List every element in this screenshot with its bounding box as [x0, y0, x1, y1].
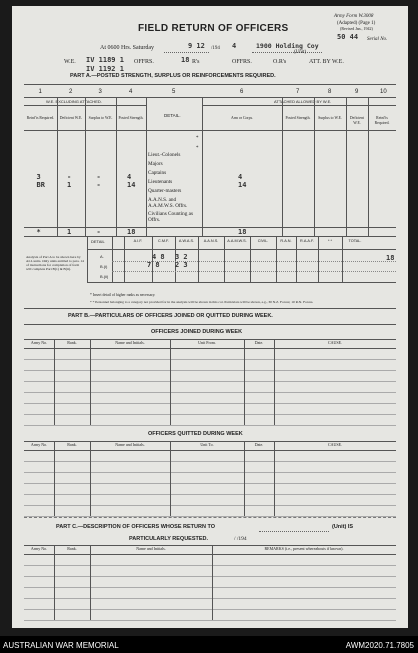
analysis-vline	[112, 236, 113, 282]
table-vline	[54, 545, 55, 620]
part-a-total: -	[96, 228, 101, 236]
column-number: 9	[355, 89, 359, 95]
table-row-rule	[24, 472, 396, 473]
analysis-col-header: C.M.F.	[158, 239, 169, 243]
analysis-vline	[342, 236, 343, 282]
table-row-rule	[24, 598, 396, 599]
total-value: 18	[386, 254, 395, 262]
analysis-note-1: * Insert detail of higher ranks as necessary.	[90, 293, 156, 297]
part-a-header: Reinf'ts Required.	[26, 116, 55, 120]
table-vline	[90, 339, 91, 425]
at-label: At 0600 Hrs. Saturday	[100, 45, 154, 51]
analysis-col-header: CIVIL.	[257, 239, 269, 243]
part-a-vline	[85, 97, 86, 236]
part-a-value: -	[67, 173, 72, 181]
rank-label: Lieutenants	[148, 179, 173, 185]
analysis-vline	[318, 236, 319, 282]
part-a-vline	[368, 97, 369, 236]
table-col-header: Date.	[254, 442, 264, 447]
part-a-vline	[346, 97, 347, 236]
detail-label: DETAIL.	[164, 113, 181, 118]
table-row-rule	[24, 494, 396, 495]
table-rule	[24, 450, 396, 451]
part-a-header: Deficient W.E.	[59, 116, 83, 120]
table-col-header: Unit To.	[200, 442, 214, 447]
part-a-total: *	[36, 228, 41, 236]
table-col-header: Name and Initials.	[136, 546, 166, 551]
we-line1: IV 1189 1	[86, 56, 124, 64]
analysis-row-label: A.	[100, 254, 104, 259]
year-digit: 4	[232, 42, 237, 50]
analysis-col-header: A.A.M.W.S.	[227, 239, 247, 243]
part-a-vline	[57, 97, 58, 236]
part-a-header: Surplus to W.E.	[318, 116, 342, 120]
part-b-title-rule	[24, 324, 396, 325]
footer-left: AUSTRALIAN WAR MEMORIAL	[3, 641, 119, 650]
cmf-value-1: 3 2	[175, 253, 188, 261]
analysis-col-header: TOTAL.	[348, 239, 362, 243]
column-number: 7	[296, 89, 300, 95]
analysis-vline	[87, 236, 88, 282]
column-number: 3	[98, 89, 102, 95]
ors-label: R's	[192, 59, 200, 65]
analysis-note: Analysis of Part A to be shown here by ALL units. Only units entitled to para. 14 of instructions for completion of form will complete Part B(1) & B(ii).	[26, 255, 84, 272]
part-a-value: 3	[36, 173, 41, 181]
part-a-title: PART A.—POSTED STRENGTH, SURPLUS OR REINFORCEMENTS REQUIRED.	[70, 73, 276, 79]
table-vline	[170, 441, 171, 516]
part-a-value: 14	[127, 181, 136, 189]
asterisk-mark: *	[196, 136, 199, 141]
part-b-title: PART B.—PARTICULARS OF OFFICERS JOINED OR QUITTED DURING WEEK.	[68, 313, 273, 319]
form-id: Army Form W.3008	[334, 14, 374, 19]
serial-value: 50 44	[337, 33, 359, 41]
part-a-value: 14	[238, 181, 247, 189]
analysis-col-header: A.I.F.	[133, 239, 143, 243]
part-c-title: PART C.—DESCRIPTION OF OFFICERS WHOSE RETURN TO	[56, 524, 215, 530]
analysis-header-rule	[87, 249, 396, 250]
part-c-line2: PARTICULARLY REQUESTED.	[129, 536, 209, 542]
rank-label: Lieut.-Colonels	[148, 152, 181, 158]
column-number: 2	[69, 89, 73, 95]
rank-label: Civilians Counting as Offrs.	[148, 211, 193, 223]
part-a-header-rule	[24, 130, 396, 131]
table-vline	[90, 545, 91, 620]
table-row-rule	[24, 587, 396, 588]
group-right-rule	[202, 105, 396, 106]
analysis-col-header: R.A.A.F.	[300, 239, 314, 243]
year-prefix: /194	[211, 46, 220, 51]
table-col-header: CAUSE.	[327, 340, 343, 345]
form-adapted: (Adapted) (Page 1)	[337, 21, 376, 26]
table-col-header: Date.	[254, 340, 264, 345]
analysis-note-2: * * Personnel belonging to a category not provided for in the analysis will be shown in this col. Particulars will be shown, e.g., 30 N.Z. Forces; 10 R.N. Forces.	[90, 300, 314, 304]
analysis-bottom-rule	[87, 282, 396, 283]
part-a-vline	[202, 97, 203, 236]
group-right-label: ATTACHED ALLOWED BY W.E.	[274, 99, 332, 104]
part-a-value: 4	[238, 173, 243, 181]
ors2-label: O.R's	[273, 59, 287, 65]
table-row-rule	[24, 505, 396, 506]
part-a-header: Reinf'ts Required.	[374, 116, 390, 125]
table-row-rule	[24, 576, 396, 577]
analysis-vline	[224, 236, 225, 282]
part-a-value: BR	[36, 181, 45, 189]
column-number: 5	[172, 89, 176, 95]
part-a-colnum-rule	[24, 97, 396, 98]
rank-label: Majors	[148, 161, 163, 167]
part-c-date: / /194	[234, 536, 247, 542]
att-label: ATT. BY W.E.	[309, 59, 344, 65]
offrs2-label: OFFRS.	[232, 59, 252, 65]
part-c-unit-label: (Unit) IS	[332, 524, 354, 530]
ors-value: 18	[181, 56, 190, 64]
we-label: W.E.	[64, 59, 76, 65]
part-c-top-rule	[24, 517, 396, 518]
cmf-value-2: 2 3	[175, 261, 188, 269]
part-a-vline	[282, 97, 283, 236]
table-row-rule	[24, 425, 396, 426]
table-row-rule	[24, 392, 396, 393]
rank-label: A.A.N.S. and A.A.M.W.S. Offrs.	[148, 197, 188, 209]
table-vline	[170, 339, 171, 425]
analysis-vline	[198, 236, 199, 282]
column-number: 10	[380, 89, 387, 95]
part-c-unit-line	[259, 531, 329, 532]
footer-bar	[0, 636, 418, 653]
table-col-header: Rank.	[67, 340, 77, 345]
part-a-total: 18	[238, 228, 247, 236]
part-a-top-rule	[24, 84, 396, 85]
part-a-vline	[116, 97, 117, 236]
part-a-header: Posted Strength.	[118, 116, 144, 120]
we-line2: IV 1192 1	[86, 65, 124, 73]
part-a-value: -	[96, 173, 101, 181]
group-left-label: W.E. EXCLUDING ATTACHED.	[46, 99, 102, 104]
table-vline	[54, 441, 55, 516]
table-col-header: Army No.	[30, 442, 48, 447]
part-a-total-bottom	[24, 236, 396, 237]
table-col-header: Army No.	[30, 340, 48, 345]
table-vline	[244, 339, 245, 425]
part-a-header: Arm or Corps.	[230, 116, 254, 120]
table-vline	[244, 441, 245, 516]
table-row-rule	[24, 609, 396, 610]
form-sheet	[12, 6, 408, 628]
table-rule	[24, 554, 396, 555]
joined-title: OFFICERS JOINED DURING WEEK	[151, 329, 243, 335]
table-col-header: Rank.	[67, 546, 77, 551]
part-a-vline	[314, 97, 315, 236]
aif-value-2: 7 8	[147, 261, 160, 269]
table-col-header: Rank.	[67, 442, 77, 447]
unit-line	[252, 52, 322, 53]
table-vline	[274, 339, 275, 425]
analysis-row-rule	[112, 271, 396, 272]
column-number: 6	[240, 89, 244, 95]
rank-label: Quarter-masters	[148, 188, 182, 194]
aif-value-1: 4 8	[152, 253, 165, 261]
part-a-value: 1	[67, 181, 72, 189]
table-row-rule	[24, 483, 396, 484]
table-vline	[54, 339, 55, 425]
part-a-total-top	[24, 227, 396, 228]
part-b-top-rule	[24, 308, 396, 309]
table-vline	[274, 441, 275, 516]
part-a-header: Deficient W.E.	[349, 116, 365, 125]
analysis-row-label: B.(ii)	[100, 274, 109, 279]
part-a-total: 1	[67, 228, 72, 236]
analysis-vline	[250, 236, 251, 282]
table-row-rule	[24, 359, 396, 360]
analysis-col-header: * *	[327, 239, 332, 243]
column-number: 1	[38, 89, 42, 95]
at-date-value: 9 12	[188, 42, 205, 50]
table-col-header: CAUSE.	[327, 442, 343, 447]
table-col-header: Army No.	[30, 546, 48, 551]
part-a-vline	[146, 97, 147, 236]
table-col-header: Unit From.	[198, 340, 216, 345]
part-a-value: -	[96, 181, 101, 189]
rank-label: Captains	[148, 170, 167, 176]
table-row-rule	[24, 414, 396, 415]
at-date-line	[164, 52, 209, 53]
part-a-header: Surplus to W.E.	[88, 116, 113, 120]
table-col-header: Name and Initials.	[115, 340, 145, 345]
table-row-rule	[24, 461, 396, 462]
unit-label: (Unit)	[294, 50, 307, 55]
table-col-header: REMARKS (i.e., present whereabouts if known).	[264, 546, 344, 551]
column-number: 4	[129, 89, 133, 95]
analysis-col-header: A.W.A.S.	[178, 239, 195, 243]
analysis-col-header: A.A.N.S.	[203, 239, 219, 243]
analysis-detail-label: DETAIL	[91, 239, 105, 244]
offrs-label: OFFRS.	[134, 59, 154, 65]
serial-label: Serial No.	[367, 37, 388, 42]
table-vline	[212, 545, 213, 620]
part-a-header: Posted Strength.	[285, 116, 311, 120]
table-row-rule	[24, 381, 396, 382]
part-a-value: 4	[127, 173, 132, 181]
table-col-header: Name and Initials.	[115, 442, 145, 447]
unit-value: 1900 Holding Coy	[256, 42, 319, 50]
form-revised: (Revised Jan., 1942)	[340, 26, 373, 31]
table-vline	[90, 441, 91, 516]
analysis-vline	[124, 236, 125, 282]
asterisk-mark: *	[196, 146, 199, 151]
analysis-col-header: R.A.N.	[280, 239, 292, 243]
column-number: 8	[328, 89, 332, 95]
quitted-title: OFFICERS QUITTED DURING WEEK	[148, 431, 243, 437]
table-row-rule	[24, 565, 396, 566]
table-row-rule	[24, 620, 396, 621]
footer-right: AWM2020.71.7805	[345, 641, 414, 650]
table-row-rule	[24, 403, 396, 404]
part-a-total: 18	[127, 228, 136, 236]
form-title: FIELD RETURN OF OFFICERS	[138, 23, 289, 34]
table-row-rule	[24, 370, 396, 371]
table-rule	[24, 348, 396, 349]
analysis-row-label: B.(i)	[100, 264, 108, 269]
